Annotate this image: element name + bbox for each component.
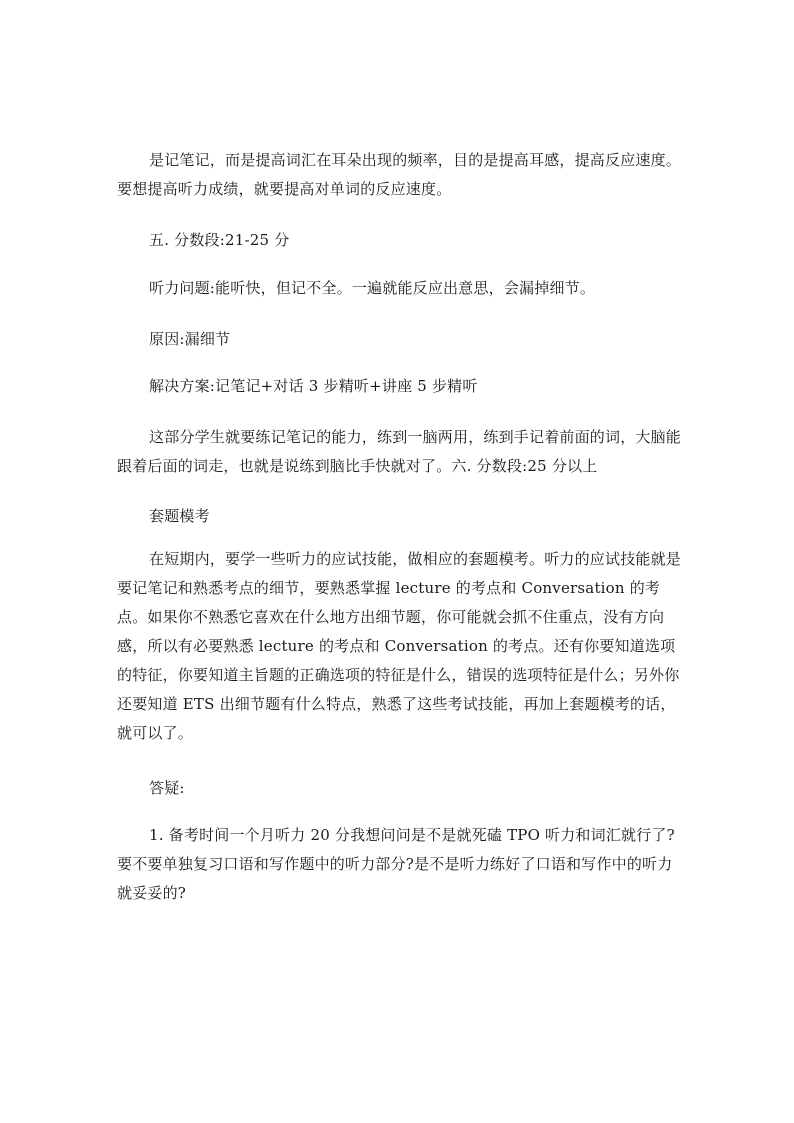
paragraph-solution: 解决方案:记笔记+对话 3 步精听+讲座 5 步精听 bbox=[149, 377, 478, 395]
section-heading-qa: 答疑: bbox=[149, 779, 185, 797]
paragraph-cause: 原因:漏细节 bbox=[149, 330, 231, 348]
section-heading-score-21-25: 五. 分数段:21-25 分 bbox=[149, 231, 290, 249]
paragraph-test-skills: 在短期内，要学一些听力的应试技能，做相应的套题模考。听力的应试技能就是要记笔记和熟悉考点的细节，要熟悉掌握 lecture 的考点和 Conversation 的考点。如果你不熟悉它喜欢在什么地方出细节题，你可能就会抓不住重点，没有方向感，所以有必要熟悉 lecture 的考点和 Conversation 的考点。还有你要知道选项的特征，你要知道主旨题的正确选项的特征是什么，错误的选项特征是什么；另外你还要知道 ETS 出细节题有什么特点，熟悉了这些考试技能，再加上套题模考的话，就可以了。 bbox=[117, 550, 682, 742]
paragraph-listening-problem: 听力问题:能听快，但记不全。一遍就能反应出意思，会漏掉细节。 bbox=[149, 279, 596, 297]
section-heading-mock-tests: 套题模考 bbox=[149, 507, 210, 525]
paragraph-question-1: 1. 备考时间一个月听力 20 分我想问问是不是就死磕 TPO 听力和词汇就行了?要不要单独复习口语和写作题中的听力部分?是不是听力练好了口语和写作中的听力就妥妥的? bbox=[117, 826, 675, 902]
paragraph-note-taking-practice: 这部分学生就要练记笔记的能力，练到一脑两用，练到手记着前面的词，大脑能跟着后面的词走，也就是说练到脑比手快就对了。六. 分数段:25 分以上 bbox=[117, 428, 682, 475]
paragraph-note-taking-continued: 是记笔记，而是提高词汇在耳朵出现的频率，目的是提高耳感，提高反应速度。要想提高听力成绩，就要提高对单词的反应速度。 bbox=[117, 151, 682, 198]
